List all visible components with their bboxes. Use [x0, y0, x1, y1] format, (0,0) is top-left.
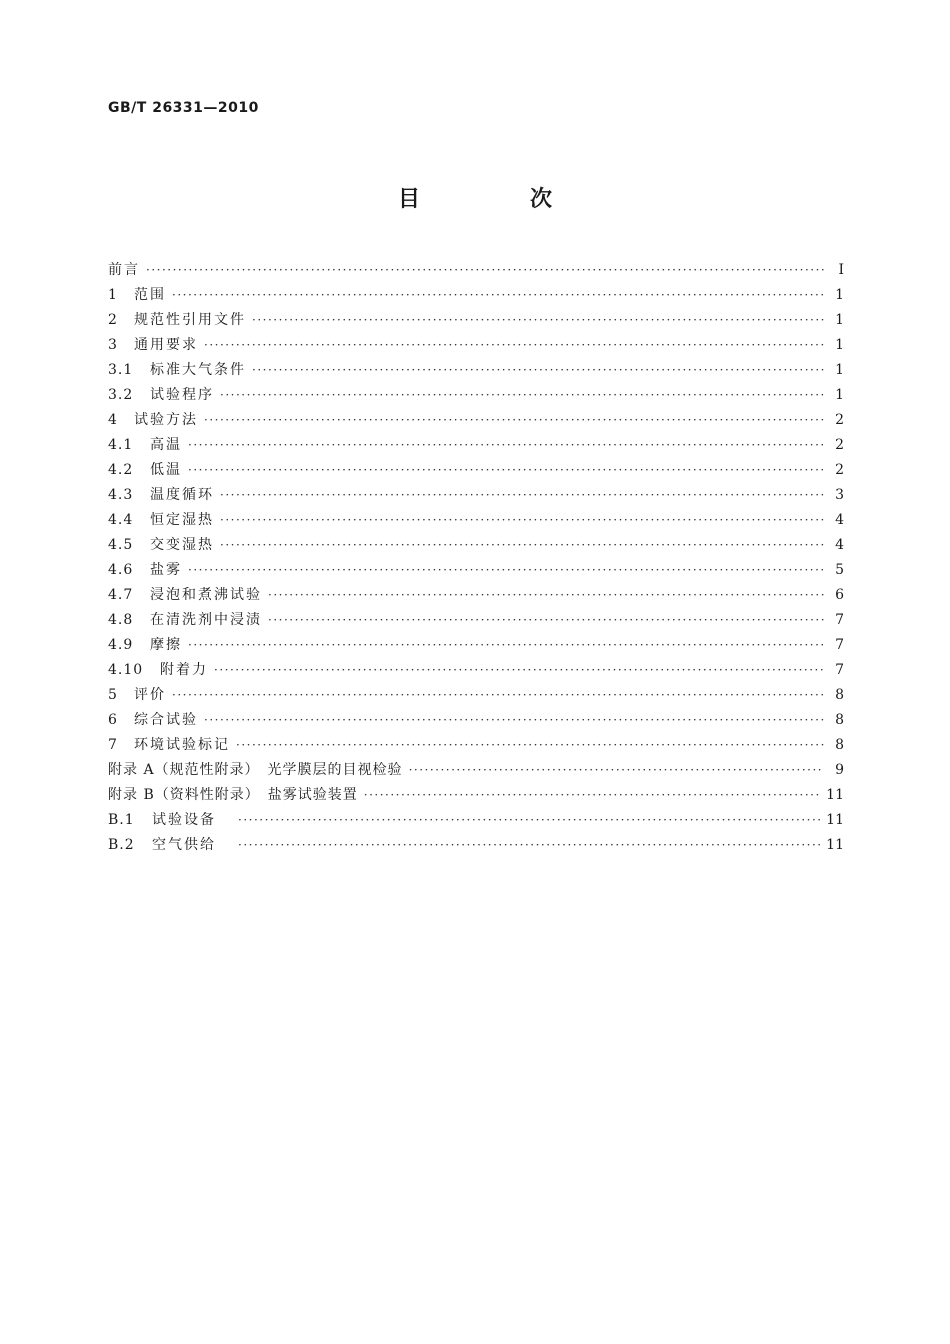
- toc-leader-dots: [146, 258, 824, 283]
- toc-entry-title: 高温: [150, 437, 182, 453]
- toc-entry-number: 6: [108, 712, 118, 728]
- toc-entry-number: 2: [108, 312, 118, 328]
- toc-entry-number: 4.3: [108, 487, 134, 503]
- toc-entry[interactable]: [108, 558, 844, 583]
- toc-entry-number: 1: [108, 287, 118, 303]
- toc-leader-dots: [252, 358, 824, 383]
- toc-entry[interactable]: [108, 283, 844, 308]
- toc-entry-number: B.1: [108, 812, 135, 828]
- toc-entry-page: 7: [835, 637, 844, 653]
- toc-entry-number: 4.9: [108, 637, 134, 653]
- toc-leader-dots: [188, 458, 824, 483]
- toc-entry[interactable]: [108, 458, 844, 483]
- toc-leader-dots: [220, 508, 824, 533]
- toc-leader-dots: [204, 333, 824, 358]
- toc-entry-page: Ⅰ: [838, 262, 844, 278]
- toc-entry[interactable]: [108, 583, 844, 608]
- toc-entry-title: 附录 A（规范性附录） 光学膜层的目视检验: [108, 762, 403, 778]
- toc-entry-title: 通用要求: [134, 337, 198, 353]
- toc-entry[interactable]: [108, 433, 844, 458]
- toc-entry-title: 规范性引用文件: [134, 312, 246, 328]
- toc-entry[interactable]: [108, 508, 844, 533]
- toc-entry[interactable]: [108, 308, 844, 333]
- toc-entry-number: 4: [108, 412, 118, 428]
- toc-entry-page: 9: [835, 762, 844, 778]
- toc-entry[interactable]: [108, 608, 844, 633]
- toc-entry-page: 1: [835, 337, 844, 353]
- toc-entry-page: 8: [835, 737, 844, 753]
- toc-entry-page: 3: [835, 487, 844, 503]
- toc-leader-dots: [188, 558, 824, 583]
- toc-entry-number: 4.8: [108, 612, 134, 628]
- toc-entry-title: 摩擦: [150, 637, 182, 653]
- toc-entry[interactable]: [108, 358, 844, 383]
- toc-leader-dots: [214, 658, 824, 683]
- toc-entry-title: 环境试验标记: [134, 737, 230, 753]
- toc-entry-title: 附录 B（资料性附录） 盐雾试验装置: [108, 787, 358, 803]
- toc-entry-page: 11: [826, 812, 844, 828]
- toc-entry-title: 试验设备: [152, 812, 216, 828]
- toc-entry-page: 8: [835, 687, 844, 703]
- toc-entry-title: 评价: [134, 687, 166, 703]
- toc-leader-dots: [236, 733, 824, 758]
- toc-entry-page: 7: [835, 662, 844, 678]
- toc-entry[interactable]: [108, 408, 844, 433]
- toc-entry[interactable]: [108, 808, 844, 833]
- toc-entry-number: 7: [108, 737, 118, 753]
- toc-leader-dots: [252, 308, 824, 333]
- toc-leader-dots: [268, 608, 824, 633]
- toc-entry-page: 2: [835, 437, 844, 453]
- toc-leader-dots: [220, 533, 824, 558]
- toc-entry-title: 前言: [108, 262, 140, 278]
- toc-entry-number: 4.6: [108, 562, 134, 578]
- toc-entry-annex-a[interactable]: [108, 758, 844, 783]
- toc-entry[interactable]: [108, 633, 844, 658]
- toc-entry-number: 3.1: [108, 362, 134, 378]
- toc-leader-dots: [238, 833, 820, 858]
- toc-entry[interactable]: [108, 383, 844, 408]
- toc-entry-page: 7: [835, 612, 844, 628]
- toc-leader-dots: [172, 683, 824, 708]
- toc-entry-page: 1: [835, 387, 844, 403]
- toc-leader-dots: [204, 708, 824, 733]
- toc-entry-page: 5: [835, 562, 844, 578]
- toc-entry[interactable]: [108, 483, 844, 508]
- toc-leader-dots: [220, 483, 824, 508]
- toc-entry-title: 范围: [134, 287, 166, 303]
- toc-leader-dots: [188, 633, 824, 658]
- toc-entry-number: 4.1: [108, 437, 134, 453]
- toc-entry-page: 1: [835, 362, 844, 378]
- toc-entry-title: 交变湿热: [150, 537, 214, 553]
- toc-entry-number: 4.5: [108, 537, 134, 553]
- toc-leader-dots: [238, 808, 820, 833]
- toc-leader-dots: [172, 283, 824, 308]
- toc-entry-title: 低温: [150, 462, 182, 478]
- toc-entry[interactable]: [108, 733, 844, 758]
- toc-entry-title: 恒定湿热: [150, 512, 214, 528]
- toc-entry-page: 2: [835, 412, 844, 428]
- toc-entry-number: 4.4: [108, 512, 134, 528]
- toc-entry-title: 空气供给: [152, 837, 216, 853]
- toc-entry[interactable]: [108, 658, 844, 683]
- toc-entry-title: 盐雾: [150, 562, 182, 578]
- toc-entry[interactable]: [108, 333, 844, 358]
- toc-entry[interactable]: [108, 533, 844, 558]
- toc-entry-page: 4: [835, 512, 844, 528]
- toc-entry-number: 4.10: [108, 662, 144, 678]
- page-title: 目 次: [397, 187, 596, 212]
- toc-entry[interactable]: [108, 683, 844, 708]
- toc-entry-title: 在清洗剂中浸渍: [150, 612, 262, 628]
- toc-entry-foreword[interactable]: [108, 258, 844, 283]
- toc-entry-number: 5: [108, 687, 118, 703]
- toc-entry-title: 综合试验: [134, 712, 198, 728]
- table-of-contents: [108, 258, 844, 858]
- toc-entry[interactable]: [108, 833, 844, 858]
- toc-entry-title: 标准大气条件: [150, 362, 246, 378]
- toc-entry-number: 3.2: [108, 387, 134, 403]
- toc-entry-title: 温度循环: [150, 487, 214, 503]
- toc-leader-dots: [204, 408, 824, 433]
- toc-leader-dots: [409, 758, 824, 783]
- toc-entry-page: 1: [835, 312, 844, 328]
- standard-code: GB/T 26331—2010: [108, 100, 259, 116]
- toc-entry-page: 1: [835, 287, 844, 303]
- toc-entry-annex-b[interactable]: [108, 783, 844, 808]
- toc-entry-number: B.2: [108, 837, 135, 853]
- toc-entry-page: 2: [835, 462, 844, 478]
- toc-entry[interactable]: [108, 708, 844, 733]
- toc-entry-title: 试验程序: [150, 387, 214, 403]
- toc-leader-dots: [364, 783, 820, 808]
- toc-entry-page: 4: [835, 537, 844, 553]
- toc-entry-number: 3: [108, 337, 118, 353]
- toc-entry-page: 11: [826, 787, 844, 803]
- toc-entry-title: 附着力: [160, 662, 208, 678]
- toc-entry-number: 4.7: [108, 587, 134, 603]
- toc-entry-page: 8: [835, 712, 844, 728]
- toc-entry-page: 11: [826, 837, 844, 853]
- toc-leader-dots: [188, 433, 824, 458]
- toc-entry-title: 试验方法: [134, 412, 198, 428]
- toc-entry-number: 4.2: [108, 462, 134, 478]
- toc-entry-title: 浸泡和煮沸试验: [150, 587, 262, 603]
- toc-leader-dots: [220, 383, 824, 408]
- toc-entry-page: 6: [835, 587, 844, 603]
- toc-leader-dots: [268, 583, 824, 608]
